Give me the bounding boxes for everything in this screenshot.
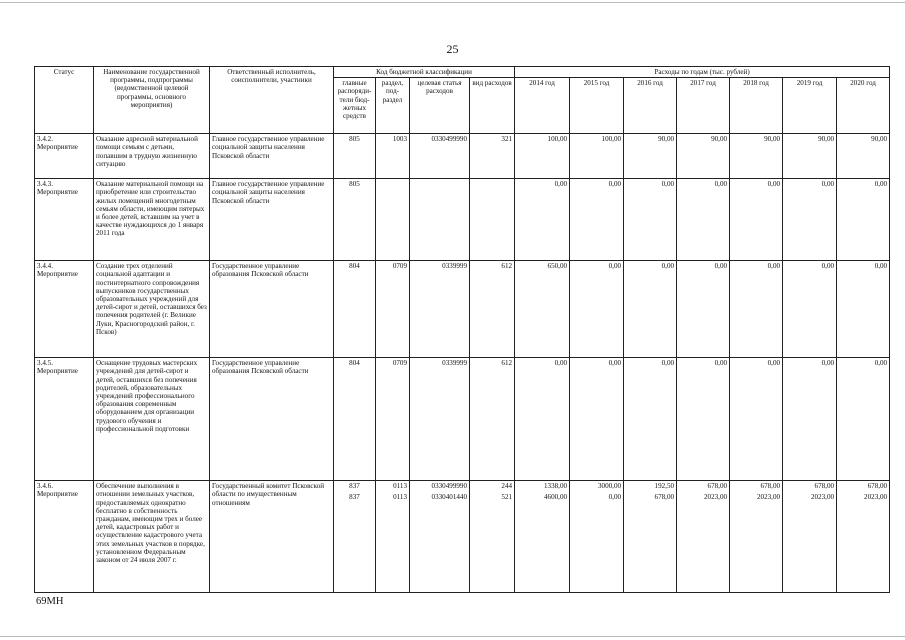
expense-value-cell (730, 134, 783, 179)
target-code-cell (410, 481, 470, 593)
section-code (378, 180, 407, 188)
name-cell: Оснащение трудовых мастерских учреждений для детей-сирот и детей, оставшихся без попечения родителей, образовательных учреждений профессионального образования современным оборудованием для организации трудового обучения и профессиональной подготовки (94, 358, 210, 481)
grbs-code-cell (334, 358, 376, 481)
target-code: 0339999 (442, 359, 467, 368)
target-code-cell (410, 134, 470, 179)
expense-value-cell (783, 179, 837, 261)
expense-value-cell (783, 261, 837, 358)
expense-value: 90,00 (658, 135, 675, 144)
expense-value: 0,00 (661, 262, 675, 271)
executor-cell: Главное государственное управление социальной защиты населения Псковской области (210, 134, 334, 179)
header-year: 2020 год (837, 78, 890, 134)
status-type: Мероприятие (37, 367, 78, 376)
expense-value-cell (515, 179, 570, 261)
name-cell: Обеспечение выполнения в отношении земельных участков, предоставляемых однократно бесплатно в собственность гражданам, имеющим трех и более детей, кадастровых работ и осуществление кадастрового учета этих земельных участков в порядке, установленном Федеральным законом от 24 июля 2007 г. (94, 481, 210, 593)
expense-value: 0,00 (608, 180, 622, 189)
expense-value-cell (515, 134, 570, 179)
expense-value: 4600,00 (543, 493, 568, 502)
section-code-cell (376, 481, 410, 593)
status-code: 3.4.5. (37, 359, 53, 368)
expense-value: 0,00 (821, 359, 835, 368)
header-budget-code: Код бюджетной классификации (334, 67, 515, 78)
section-code: 0709 (392, 359, 407, 368)
expense-value: 192,50 (654, 482, 675, 491)
target-code: 0330499990 (431, 135, 467, 144)
expense-value: 0,00 (874, 180, 888, 189)
expense-value: 0,00 (714, 180, 728, 189)
grbs-code-cell (334, 261, 376, 358)
expense-value: 100,00 (601, 135, 622, 144)
expense-value-cell (677, 179, 730, 261)
expense-value-cell (570, 134, 624, 179)
expense-value: 0,00 (767, 180, 781, 189)
table-row (35, 358, 890, 481)
target-code-cell (410, 261, 470, 358)
name-cell: Создание трех отделений социальной адаптации и постинтернатного сопровождения выпускников государственных образовательных учреждений для детей-сирот и детей, оставшихся без попечения родителей (г. Великие Луки, Красногородский район, г. Псков) (94, 261, 210, 358)
header-year: 2014 год (515, 78, 570, 134)
expense-value: 0,00 (608, 359, 622, 368)
expense-value-cell (837, 358, 890, 481)
expense-value-cell (783, 481, 837, 593)
type-code-cell (470, 358, 515, 481)
expense-value: 0,00 (554, 180, 568, 189)
status-type: Мероприятие (37, 143, 78, 152)
expense-value-cell (624, 358, 677, 481)
expense-value: 2023,00 (703, 493, 728, 502)
expense-value-cell (677, 358, 730, 481)
status-code: 3.4.2. (37, 135, 53, 144)
expense-value: 678,00 (814, 482, 835, 491)
type-code-cell (470, 261, 515, 358)
expense-value: 90,00 (871, 135, 888, 144)
target-code: 0339999 (442, 262, 467, 271)
expense-value: 0,00 (767, 359, 781, 368)
type-code: 244 (501, 482, 513, 491)
status-code: 3.4.3. (37, 180, 53, 189)
expense-value-cell (837, 134, 890, 179)
status-type: Мероприятие (37, 188, 78, 197)
expense-value-cell (837, 261, 890, 358)
expense-value-cell (570, 358, 624, 481)
expense-value-cell (730, 481, 783, 593)
expense-value: 0,00 (821, 180, 835, 189)
name-cell: Оказание материальной помощи на приобретение или строительство жилых помещений многодетным семьям области, имеющим пятерых и более детей, вставшим на учет в качестве нуждающихся до 1 января 2011 года (94, 179, 210, 261)
expense-value-cell (515, 481, 570, 593)
expense-value: 2023,00 (810, 493, 835, 502)
expense-value-cell (515, 261, 570, 358)
type-code: 612 (501, 359, 513, 368)
budget-table (34, 66, 890, 593)
executor-cell: Главное государственное управление социальной защиты населения Псковской области (210, 179, 334, 261)
expense-value: 0,00 (821, 262, 835, 271)
section-code-cell (376, 261, 410, 358)
expense-value: 0,00 (608, 262, 622, 271)
header-year: 2018 год (730, 78, 783, 134)
header-type: вид расходов (470, 78, 515, 134)
expense-value: 2023,00 (756, 493, 781, 502)
grbs-code: 805 (349, 180, 360, 189)
expense-value-cell (837, 481, 890, 593)
expense-value-cell (570, 481, 624, 593)
expense-value-cell (837, 179, 890, 261)
header-row-1 (35, 67, 890, 78)
grbs-code-cell (334, 134, 376, 179)
target-code-cell (410, 358, 470, 481)
section-code: 0113 (393, 493, 407, 502)
section-code-cell (376, 358, 410, 481)
type-code-cell (470, 481, 515, 593)
header-name: Наименование государственной программы, подпрограммы (ведомственной целевой программы, основного мероприятия) (94, 67, 210, 134)
expense-value-cell (730, 358, 783, 481)
header-year: 2016 год (624, 78, 677, 134)
footer-code: 69МН (36, 596, 64, 607)
grbs-code: 805 (349, 135, 360, 144)
section-code: 0113 (393, 482, 407, 491)
expense-value: 650,00 (547, 262, 568, 271)
header-year: 2017 год (677, 78, 730, 134)
target-code (412, 180, 467, 188)
expense-value-cell (730, 261, 783, 358)
table-row (35, 134, 890, 179)
expense-value: 3000,00 (597, 482, 622, 491)
expense-value: 90,00 (711, 135, 728, 144)
expense-value: 1338,00 (543, 482, 568, 491)
status-cell (35, 481, 94, 593)
scan-edge-bottom (0, 636, 905, 637)
status-type: Мероприятие (37, 270, 78, 279)
table-row (35, 261, 890, 358)
expense-value: 100,00 (547, 135, 568, 144)
expense-value: 678,00 (867, 482, 888, 491)
status-cell (35, 358, 94, 481)
section-code-cell (376, 134, 410, 179)
table-body (35, 134, 890, 593)
expense-value-cell (783, 134, 837, 179)
type-code (472, 180, 512, 188)
expense-value-cell (570, 179, 624, 261)
target-code-cell (410, 179, 470, 261)
grbs-code-cell (334, 481, 376, 593)
section-code: 1003 (392, 135, 407, 144)
expense-value: 678,00 (707, 482, 728, 491)
scan-edge-top (0, 2, 905, 3)
grbs-code: 837 (349, 482, 360, 491)
status-cell (35, 134, 94, 179)
expense-value: 0,00 (608, 493, 622, 502)
header-year: 2015 год (570, 78, 624, 134)
status-cell (35, 179, 94, 261)
executor-cell: Государственное управление образования Псковской области (210, 261, 334, 358)
expense-value: 0,00 (554, 359, 568, 368)
name-cell: Оказание адресной материальной помощи семьям с детьми, попавшим в трудную жизненную ситуацию (94, 134, 210, 179)
expense-value-cell (570, 261, 624, 358)
grbs-code: 804 (349, 359, 360, 368)
expense-value: 0,00 (714, 262, 728, 271)
grbs-code: 804 (349, 262, 360, 271)
expense-value: 0,00 (874, 359, 888, 368)
table-row (35, 179, 890, 261)
expense-value: 0,00 (661, 180, 675, 189)
executor-cell: Государственное управление образования Псковской области (210, 358, 334, 481)
expense-value-cell (624, 481, 677, 593)
table-row (35, 481, 890, 593)
header-year: 2019 год (783, 78, 837, 134)
header-executor: Ответственный исполнитель, соисполнители, участники (210, 67, 334, 134)
expense-value: 2023,00 (864, 493, 888, 502)
type-code-cell (470, 179, 515, 261)
expense-value-cell (624, 179, 677, 261)
status-code: 3.4.6. (37, 482, 53, 491)
expense-value: 0,00 (874, 262, 888, 271)
status-cell (35, 261, 94, 358)
type-code: 321 (501, 135, 513, 144)
header-grbs: главные распоряди-тели бюд-жетных средств (334, 78, 376, 134)
type-code-cell (470, 134, 515, 179)
section-code-cell (376, 179, 410, 261)
expense-value: 0,00 (714, 359, 728, 368)
target-code: 0330401440 (431, 493, 467, 502)
page-number: 25 (446, 42, 459, 56)
target-code: 0330499990 (431, 482, 467, 491)
status-type: Мероприятие (37, 490, 78, 499)
header-section: раздел, под-раздел (376, 78, 410, 134)
header-status: Статус (35, 67, 94, 134)
expense-value: 678,00 (760, 482, 781, 491)
expense-value: 0,00 (767, 262, 781, 271)
expense-value-cell (677, 481, 730, 593)
expense-value: 0,00 (661, 359, 675, 368)
expense-value-cell (515, 358, 570, 481)
expense-value: 90,00 (818, 135, 835, 144)
expense-value-cell (677, 261, 730, 358)
grbs-code: 837 (349, 493, 360, 502)
expense-value-cell (783, 358, 837, 481)
type-code: 612 (501, 262, 513, 271)
expense-value-cell (730, 179, 783, 261)
executor-cell: Государственный комитет Псковской области по имущественным отношениям (210, 481, 334, 593)
expense-value: 678,00 (654, 493, 675, 502)
section-code: 0709 (392, 262, 407, 271)
grbs-code-cell (334, 179, 376, 261)
expense-value-cell (624, 261, 677, 358)
header-target: целевая статья расходов (410, 78, 470, 134)
expense-value: 90,00 (764, 135, 781, 144)
expense-value-cell (677, 134, 730, 179)
expense-value-cell (624, 134, 677, 179)
status-code: 3.4.4. (37, 262, 53, 271)
type-code: 521 (501, 493, 513, 502)
header-expenses: Расходы по годам (тыс. рублей) (515, 67, 890, 78)
